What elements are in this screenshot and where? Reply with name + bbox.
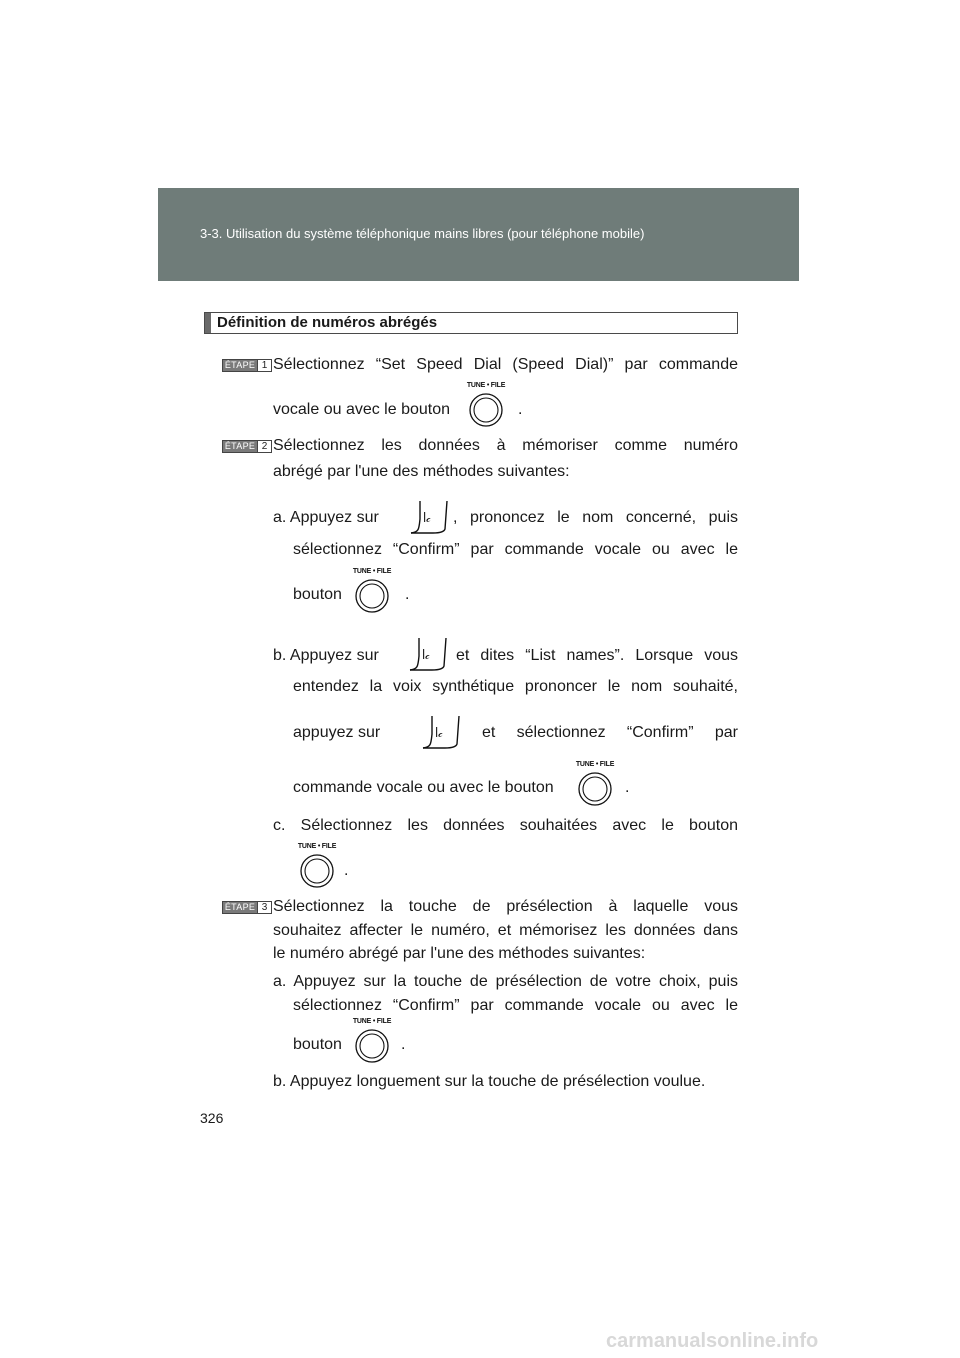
step-badge-3 (222, 901, 272, 914)
knob-caption: TUNE • FILE (466, 382, 506, 389)
step-label: ÉTAPE (224, 360, 256, 370)
step1-line2-after: . (518, 401, 523, 418)
step2b-part1: b. Appuyez sur (273, 647, 379, 664)
talk-switch-icon (409, 499, 449, 535)
step2b-line4-before: commande vocale ou avec le bouton (293, 779, 554, 796)
talk-switch-icon (408, 636, 448, 672)
knob-caption: TUNE • FILE (352, 1018, 392, 1025)
step3-line1: Sélectionnez la touche de présélection à laquelle vous (273, 898, 738, 915)
step2c-line1: c. Sélectionnez les données souhaitées avec le bouton (273, 817, 738, 834)
step2a-line2: sélectionnez “Confirm” par commande vocale ou avec le (293, 541, 738, 558)
step2a-line3-before: bouton (293, 586, 342, 603)
step3-line2: souhaitez affecter le numéro, et mémorisez les données dans (273, 922, 738, 939)
step2a-line3-after: . (405, 586, 410, 603)
chapter-header (158, 188, 799, 281)
step2a-part2: , prononcez le nom concerné, puis (453, 509, 738, 526)
step-badge-1 (222, 359, 272, 372)
step1-line1: Sélectionnez “Set Speed Dial (Speed Dial)” par commande (273, 356, 738, 373)
step2c-line2-after: . (344, 862, 349, 879)
step2a-part1: a. Appuyez sur (273, 509, 379, 526)
talk-switch-icon (421, 714, 461, 750)
tune-file-knob-icon (348, 568, 396, 616)
tune-file-knob-icon (348, 1018, 396, 1066)
step2b-line3-part1: appuyez sur (293, 724, 381, 741)
section-title: Définition de numéros abrégés (217, 314, 438, 331)
step-number: 2 (257, 441, 271, 452)
step3a-line1: a. Appuyez sur la touche de présélection de votre choix, puis (273, 973, 738, 990)
chapter-title: 3-3. Utilisation du système téléphonique mains libres (pour téléphone mobile) (200, 226, 645, 241)
step1-line2-before: vocale ou avec le bouton (273, 401, 451, 418)
svg-text:ꟾ𝒸: ꟾ𝒸 (422, 649, 430, 662)
step3-line3: le numéro abrégé par l'une des méthodes suivantes: (273, 945, 646, 962)
svg-text:ꟾ𝒸: ꟾ𝒸 (423, 512, 431, 525)
tune-file-knob-icon (462, 382, 510, 430)
step2-line1: Sélectionnez les données à mémoriser comme numéro (273, 437, 738, 454)
step-label: ÉTAPE (224, 902, 256, 912)
knob-caption: TUNE • FILE (352, 568, 392, 575)
step2b-line4-after: . (625, 779, 630, 796)
step-number: 1 (257, 360, 271, 371)
section-title-box (204, 312, 738, 334)
tune-file-knob-icon (571, 761, 619, 809)
step-label: ÉTAPE (224, 441, 256, 451)
step3a-line3-after: . (401, 1036, 406, 1053)
step3a-line2: sélectionnez “Confirm” par commande vocale ou avec le (293, 997, 738, 1014)
step2b-line2: entendez la voix synthétique prononcer le nom souhaité, (293, 678, 738, 695)
step2b-line3-part2: et sélectionnez “Confirm” par (482, 724, 738, 741)
step-number: 3 (257, 902, 271, 913)
step3b-line1: b. Appuyez longuement sur la touche de présélection voulue. (273, 1073, 706, 1090)
tune-file-knob-icon (293, 843, 341, 891)
step-badge-2 (222, 440, 272, 453)
step3a-line3-before: bouton (293, 1036, 342, 1053)
step2b-part2: et dites “List names”. Lorsque vous (456, 647, 738, 664)
knob-caption: TUNE • FILE (575, 761, 615, 768)
watermark: carmanualsonline.info (606, 1330, 819, 1352)
knob-caption: TUNE • FILE (297, 843, 337, 850)
svg-text:ꟾ𝒸: ꟾ𝒸 (435, 727, 443, 740)
section-title-bar (205, 313, 211, 333)
page-number: 326 (200, 1110, 224, 1126)
step2-line2: abrégé par l'une des méthodes suivantes: (273, 463, 570, 480)
